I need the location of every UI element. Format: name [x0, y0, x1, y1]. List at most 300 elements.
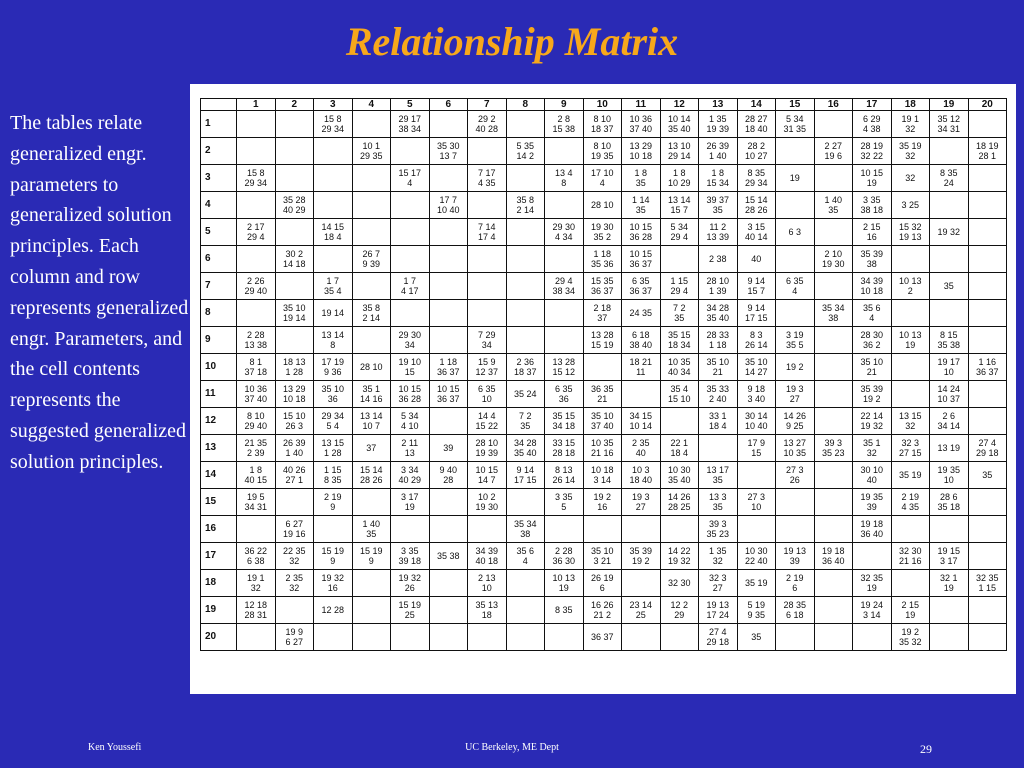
matrix-cell: 32 3 27 15 [891, 435, 930, 462]
matrix-cell: 5 34 4 10 [391, 408, 430, 435]
row-header: 11 [201, 381, 237, 408]
matrix-cell [968, 489, 1007, 516]
matrix-cell: 28 10 19 39 [468, 435, 507, 462]
matrix-header-row [201, 99, 1007, 111]
matrix-cell: 28 19 32 22 [853, 138, 892, 165]
column-header: 16 [814, 99, 853, 111]
matrix-cell: 22 35 32 [275, 543, 314, 570]
matrix-cell: 14 26 9 25 [776, 408, 815, 435]
matrix-cell: 2 26 29 40 [237, 273, 276, 300]
matrix-cell: 3 25 [891, 192, 930, 219]
matrix-cell [391, 219, 430, 246]
matrix-cell: 16 26 21 2 [583, 597, 622, 624]
matrix-cell [891, 570, 930, 597]
matrix-cell: 10 15 14 7 [468, 462, 507, 489]
matrix-cell: 10 18 3 14 [583, 462, 622, 489]
relationship-matrix-table [200, 98, 1007, 651]
matrix-cell: 9 14 17 15 [737, 300, 776, 327]
matrix-row [201, 246, 1007, 273]
matrix-cell: 29 17 38 34 [391, 111, 430, 138]
matrix-cell: 35 8 2 14 [506, 192, 545, 219]
matrix-corner-cell [201, 99, 237, 111]
matrix-cell: 19 10 15 [391, 354, 430, 381]
matrix-cell: 19 18 36 40 [814, 543, 853, 570]
column-header: 11 [622, 99, 661, 111]
matrix-cell: 13 15 32 [891, 408, 930, 435]
matrix-cell [391, 138, 430, 165]
matrix-cell: 19 1 32 [237, 570, 276, 597]
matrix-cell [930, 516, 969, 543]
row-header: 2 [201, 138, 237, 165]
matrix-cell: 32 35 19 [853, 570, 892, 597]
matrix-cell [891, 516, 930, 543]
matrix-cell: 13 14 8 [314, 327, 353, 354]
matrix-cell: 27 3 26 [776, 462, 815, 489]
matrix-cell: 13 29 10 18 [275, 381, 314, 408]
matrix-cell: 7 14 17 4 [468, 219, 507, 246]
matrix-cell: 30 2 14 18 [275, 246, 314, 273]
matrix-cell: 15 8 29 34 [314, 111, 353, 138]
matrix-cell [776, 300, 815, 327]
matrix-cell: 19 15 3 17 [930, 543, 969, 570]
matrix-cell: 2 10 19 30 [814, 246, 853, 273]
matrix-cell: 7 17 4 35 [468, 165, 507, 192]
row-header: 14 [201, 462, 237, 489]
matrix-row [201, 408, 1007, 435]
matrix-cell [352, 219, 391, 246]
matrix-cell [930, 192, 969, 219]
matrix-cell [275, 165, 314, 192]
matrix-cell: 2 19 6 [776, 570, 815, 597]
matrix-cell: 17 7 10 40 [429, 192, 468, 219]
matrix-cell: 6 18 38 40 [622, 327, 661, 354]
matrix-cell: 14 4 15 22 [468, 408, 507, 435]
matrix-cell: 8 10 19 35 [583, 138, 622, 165]
matrix-cell: 32 [891, 165, 930, 192]
matrix-cell: 28 10 1 39 [699, 273, 738, 300]
matrix-cell [853, 543, 892, 570]
matrix-cell: 14 15 18 4 [314, 219, 353, 246]
matrix-cell [968, 246, 1007, 273]
matrix-cell [391, 624, 430, 651]
matrix-cell [968, 408, 1007, 435]
matrix-cell: 13 14 10 7 [352, 408, 391, 435]
row-header: 6 [201, 246, 237, 273]
matrix-cell [545, 192, 584, 219]
matrix-cell: 2 15 19 [891, 597, 930, 624]
matrix-cell: 3 35 38 18 [853, 192, 892, 219]
matrix-cell [506, 219, 545, 246]
row-header: 3 [201, 165, 237, 192]
matrix-cell: 8 3 26 14 [737, 327, 776, 354]
column-header: 10 [583, 99, 622, 111]
matrix-cell: 28 2 10 27 [737, 138, 776, 165]
matrix-cell: 27 4 29 18 [699, 624, 738, 651]
matrix-cell [352, 327, 391, 354]
matrix-cell: 35 10 36 [314, 381, 353, 408]
matrix-cell [314, 138, 353, 165]
matrix-cell: 10 15 36 28 [391, 381, 430, 408]
matrix-cell: 35 1 32 [853, 435, 892, 462]
matrix-cell: 36 35 21 [583, 381, 622, 408]
matrix-cell: 13 15 1 28 [314, 435, 353, 462]
matrix-cell: 26 39 1 40 [699, 138, 738, 165]
matrix-cell: 7 2 35 [506, 408, 545, 435]
matrix-cell: 12 2 29 [660, 597, 699, 624]
matrix-cell: 35 30 13 7 [429, 138, 468, 165]
matrix-cell [545, 138, 584, 165]
matrix-cell: 35 24 [506, 381, 545, 408]
matrix-cell [545, 516, 584, 543]
matrix-cell: 8 13 26 14 [545, 462, 584, 489]
matrix-cell [814, 165, 853, 192]
matrix-row [201, 165, 1007, 192]
matrix-cell [968, 597, 1007, 624]
matrix-cell [429, 165, 468, 192]
matrix-cell [237, 111, 276, 138]
column-header: 15 [776, 99, 815, 111]
matrix-cell: 1 40 35 [814, 192, 853, 219]
matrix-cell [545, 327, 584, 354]
matrix-cell [622, 381, 661, 408]
matrix-cell: 35 [930, 273, 969, 300]
matrix-cell: 14 26 28 25 [660, 489, 699, 516]
slide-title: Relationship Matrix [345, 19, 679, 64]
matrix-cell: 8 1 37 18 [237, 354, 276, 381]
matrix-cell: 3 35 5 [545, 489, 584, 516]
matrix-cell: 1 7 4 17 [391, 273, 430, 300]
matrix-cell: 8 35 29 34 [737, 165, 776, 192]
matrix-cell: 14 22 19 32 [660, 543, 699, 570]
column-header: 4 [352, 99, 391, 111]
matrix-panel [190, 84, 1016, 694]
matrix-cell: 6 35 10 [468, 381, 507, 408]
matrix-cell [429, 300, 468, 327]
matrix-cell [237, 300, 276, 327]
matrix-cell [275, 111, 314, 138]
row-header: 20 [201, 624, 237, 651]
matrix-cell: 15 19 25 [391, 597, 430, 624]
matrix-cell: 11 2 13 39 [699, 219, 738, 246]
description-text: The tables relate generalized engr. parameters to generalized solution principles. Each column and row represents generalized engr. Parameters, and the cell contents represents the suggested generalized solution principles. [10, 112, 189, 473]
matrix-cell: 1 15 29 4 [660, 273, 699, 300]
matrix-cell: 34 28 35 40 [699, 300, 738, 327]
matrix-cell: 5 34 29 4 [660, 219, 699, 246]
matrix-cell [506, 597, 545, 624]
matrix-cell: 10 15 36 37 [622, 246, 661, 273]
matrix-cell [545, 300, 584, 327]
matrix-cell: 32 30 21 16 [891, 543, 930, 570]
matrix-cell: 34 39 10 18 [853, 273, 892, 300]
matrix-cell [814, 489, 853, 516]
matrix-cell [468, 192, 507, 219]
matrix-cell [814, 516, 853, 543]
matrix-cell: 28 10 [352, 354, 391, 381]
matrix-row [201, 516, 1007, 543]
column-header: 20 [968, 99, 1007, 111]
matrix-cell: 35 19 [737, 570, 776, 597]
matrix-cell: 35 [968, 462, 1007, 489]
matrix-cell: 28 10 [583, 192, 622, 219]
matrix-cell: 34 15 10 14 [622, 408, 661, 435]
matrix-cell [814, 408, 853, 435]
matrix-cell: 13 14 15 7 [660, 192, 699, 219]
matrix-cell: 32 3 27 [699, 570, 738, 597]
matrix-cell: 15 10 26 3 [275, 408, 314, 435]
matrix-cell: 1 40 35 [352, 516, 391, 543]
matrix-cell [391, 516, 430, 543]
matrix-cell [853, 624, 892, 651]
matrix-cell: 15 17 4 [391, 165, 430, 192]
matrix-cell: 33 1 18 4 [699, 408, 738, 435]
matrix-cell [891, 246, 930, 273]
matrix-cell: 35 15 34 18 [545, 408, 584, 435]
row-header: 8 [201, 300, 237, 327]
matrix-cell [429, 624, 468, 651]
matrix-cell [968, 165, 1007, 192]
matrix-cell [968, 516, 1007, 543]
matrix-cell: 36 22 6 38 [237, 543, 276, 570]
matrix-cell: 1 16 36 37 [968, 354, 1007, 381]
footer-author: Ken Youssefi [88, 742, 142, 753]
matrix-row [201, 381, 1007, 408]
matrix-cell: 35 10 37 40 [583, 408, 622, 435]
matrix-cell [506, 111, 545, 138]
matrix-cell [776, 516, 815, 543]
matrix-cell [429, 489, 468, 516]
matrix-cell: 5 35 14 2 [506, 138, 545, 165]
matrix-cell: 1 8 40 15 [237, 462, 276, 489]
matrix-cell [968, 327, 1007, 354]
matrix-cell [545, 624, 584, 651]
matrix-cell [776, 624, 815, 651]
matrix-row [201, 570, 1007, 597]
matrix-cell: 30 10 40 [853, 462, 892, 489]
matrix-cell: 7 29 34 [468, 327, 507, 354]
column-header: 3 [314, 99, 353, 111]
matrix-cell: 19 14 [314, 300, 353, 327]
matrix-cell: 8 10 29 40 [237, 408, 276, 435]
matrix-cell: 7 2 35 [660, 300, 699, 327]
matrix-row [201, 192, 1007, 219]
matrix-cell: 39 37 35 [699, 192, 738, 219]
matrix-cell: 35 34 38 [814, 300, 853, 327]
matrix-cell: 17 19 9 36 [314, 354, 353, 381]
matrix-cell: 6 29 4 38 [853, 111, 892, 138]
matrix-cell: 3 19 35 5 [776, 327, 815, 354]
matrix-cell [814, 597, 853, 624]
matrix-cell [930, 300, 969, 327]
matrix-cell [814, 354, 853, 381]
matrix-cell [930, 246, 969, 273]
matrix-cell [776, 138, 815, 165]
matrix-cell [429, 219, 468, 246]
matrix-cell: 2 38 [699, 246, 738, 273]
matrix-cell: 18 21 11 [622, 354, 661, 381]
matrix-cell [545, 246, 584, 273]
matrix-cell [891, 354, 930, 381]
matrix-cell: 19 30 35 2 [583, 219, 622, 246]
matrix-row [201, 138, 1007, 165]
row-header: 15 [201, 489, 237, 516]
matrix-cell: 35 10 14 27 [737, 354, 776, 381]
matrix-cell: 19 2 35 32 [891, 624, 930, 651]
matrix-cell: 13 4 8 [545, 165, 584, 192]
matrix-cell: 26 39 1 40 [275, 435, 314, 462]
matrix-cell [468, 273, 507, 300]
matrix-cell [968, 543, 1007, 570]
matrix-cell: 15 19 9 [352, 543, 391, 570]
matrix-cell: 35 39 19 2 [622, 543, 661, 570]
matrix-cell [891, 300, 930, 327]
matrix-cell: 19 13 17 24 [699, 597, 738, 624]
matrix-cell [968, 624, 1007, 651]
matrix-cell [429, 597, 468, 624]
matrix-cell: 35 34 38 [506, 516, 545, 543]
matrix-cell: 35 10 21 [853, 354, 892, 381]
matrix-cell: 35 4 15 10 [660, 381, 699, 408]
matrix-cell: 29 30 4 34 [545, 219, 584, 246]
matrix-cell: 8 35 [545, 597, 584, 624]
matrix-cell [930, 624, 969, 651]
matrix-cell: 5 34 31 35 [776, 111, 815, 138]
matrix-cell: 3 17 19 [391, 489, 430, 516]
matrix-cell: 1 7 35 4 [314, 273, 353, 300]
matrix-cell: 19 [776, 165, 815, 192]
matrix-cell: 19 35 10 [930, 462, 969, 489]
matrix-cell: 35 6 4 [853, 300, 892, 327]
matrix-cell: 1 8 15 34 [699, 165, 738, 192]
matrix-cell: 10 15 36 37 [429, 381, 468, 408]
matrix-cell [968, 300, 1007, 327]
matrix-cell: 35 28 40 29 [275, 192, 314, 219]
matrix-cell: 35 39 19 2 [853, 381, 892, 408]
matrix-cell: 35 8 2 14 [352, 300, 391, 327]
matrix-cell [314, 246, 353, 273]
matrix-cell [275, 597, 314, 624]
matrix-cell: 13 19 [930, 435, 969, 462]
matrix-cell: 2 35 32 [275, 570, 314, 597]
matrix-cell: 37 [352, 435, 391, 462]
row-header: 9 [201, 327, 237, 354]
matrix-cell [583, 354, 622, 381]
matrix-cell: 28 35 6 18 [776, 597, 815, 624]
matrix-cell [352, 165, 391, 192]
matrix-cell: 6 35 36 [545, 381, 584, 408]
matrix-cell [429, 327, 468, 354]
row-header: 13 [201, 435, 237, 462]
matrix-cell [352, 489, 391, 516]
matrix-cell [622, 570, 661, 597]
column-header: 1 [237, 99, 276, 111]
matrix-cell: 2 13 10 [468, 570, 507, 597]
matrix-cell: 2 19 9 [314, 489, 353, 516]
matrix-cell [891, 381, 930, 408]
matrix-cell: 13 28 15 12 [545, 354, 584, 381]
matrix-cell: 10 2 19 30 [468, 489, 507, 516]
matrix-cell: 2 6 34 14 [930, 408, 969, 435]
matrix-cell [391, 246, 430, 273]
matrix-cell [468, 516, 507, 543]
matrix-cell [468, 300, 507, 327]
matrix-cell: 21 35 2 39 [237, 435, 276, 462]
matrix-row [201, 219, 1007, 246]
matrix-cell: 29 4 38 34 [545, 273, 584, 300]
matrix-cell: 9 18 3 40 [737, 381, 776, 408]
matrix-cell [352, 570, 391, 597]
matrix-cell [968, 219, 1007, 246]
footer-page-number: 29 [920, 742, 932, 756]
matrix-cell: 10 36 37 40 [237, 381, 276, 408]
matrix-cell: 13 3 35 [699, 489, 738, 516]
matrix-cell [968, 273, 1007, 300]
matrix-cell: 19 3 27 [776, 381, 815, 408]
row-header: 7 [201, 273, 237, 300]
matrix-cell: 10 15 19 [853, 165, 892, 192]
matrix-row [201, 354, 1007, 381]
matrix-cell: 35 13 18 [468, 597, 507, 624]
matrix-cell [814, 462, 853, 489]
column-header: 18 [891, 99, 930, 111]
matrix-cell: 1 14 35 [622, 192, 661, 219]
matrix-cell: 26 19 6 [583, 570, 622, 597]
matrix-cell [506, 165, 545, 192]
matrix-cell: 9 40 28 [429, 462, 468, 489]
matrix-cell: 10 13 19 [891, 327, 930, 354]
matrix-cell: 1 35 19 39 [699, 111, 738, 138]
matrix-cell [237, 624, 276, 651]
matrix-cell [391, 300, 430, 327]
matrix-cell: 3 15 40 14 [737, 219, 776, 246]
matrix-cell: 29 2 40 28 [468, 111, 507, 138]
matrix-cell: 15 32 19 13 [891, 219, 930, 246]
matrix-cell [506, 570, 545, 597]
matrix-cell [660, 246, 699, 273]
matrix-cell [968, 192, 1007, 219]
matrix-cell: 15 35 36 37 [583, 273, 622, 300]
matrix-row [201, 273, 1007, 300]
matrix-cell: 19 2 16 [583, 489, 622, 516]
matrix-cell: 39 [429, 435, 468, 462]
column-header: 6 [429, 99, 468, 111]
matrix-cell: 32 1 19 [930, 570, 969, 597]
matrix-cell [930, 138, 969, 165]
matrix-cell [622, 624, 661, 651]
matrix-cell: 35 12 34 31 [930, 111, 969, 138]
matrix-cell: 3 35 39 18 [391, 543, 430, 570]
matrix-cell: 19 13 39 [776, 543, 815, 570]
matrix-cell: 40 26 27 1 [275, 462, 314, 489]
matrix-cell: 35 33 2 40 [699, 381, 738, 408]
matrix-cell [275, 138, 314, 165]
matrix-cell: 36 37 [583, 624, 622, 651]
matrix-cell: 10 1 29 35 [352, 138, 391, 165]
matrix-cell: 39 3 35 23 [814, 435, 853, 462]
matrix-cell: 2 8 15 38 [545, 111, 584, 138]
matrix-cell [429, 516, 468, 543]
matrix-cell: 39 3 35 23 [699, 516, 738, 543]
matrix-cell: 24 35 [622, 300, 661, 327]
matrix-row [201, 543, 1007, 570]
matrix-cell: 19 18 36 40 [853, 516, 892, 543]
matrix-cell [275, 327, 314, 354]
matrix-cell [391, 192, 430, 219]
matrix-cell: 13 28 15 19 [583, 327, 622, 354]
column-header: 7 [468, 99, 507, 111]
matrix-cell [660, 516, 699, 543]
matrix-cell [468, 138, 507, 165]
matrix-cell: 13 17 35 [699, 462, 738, 489]
